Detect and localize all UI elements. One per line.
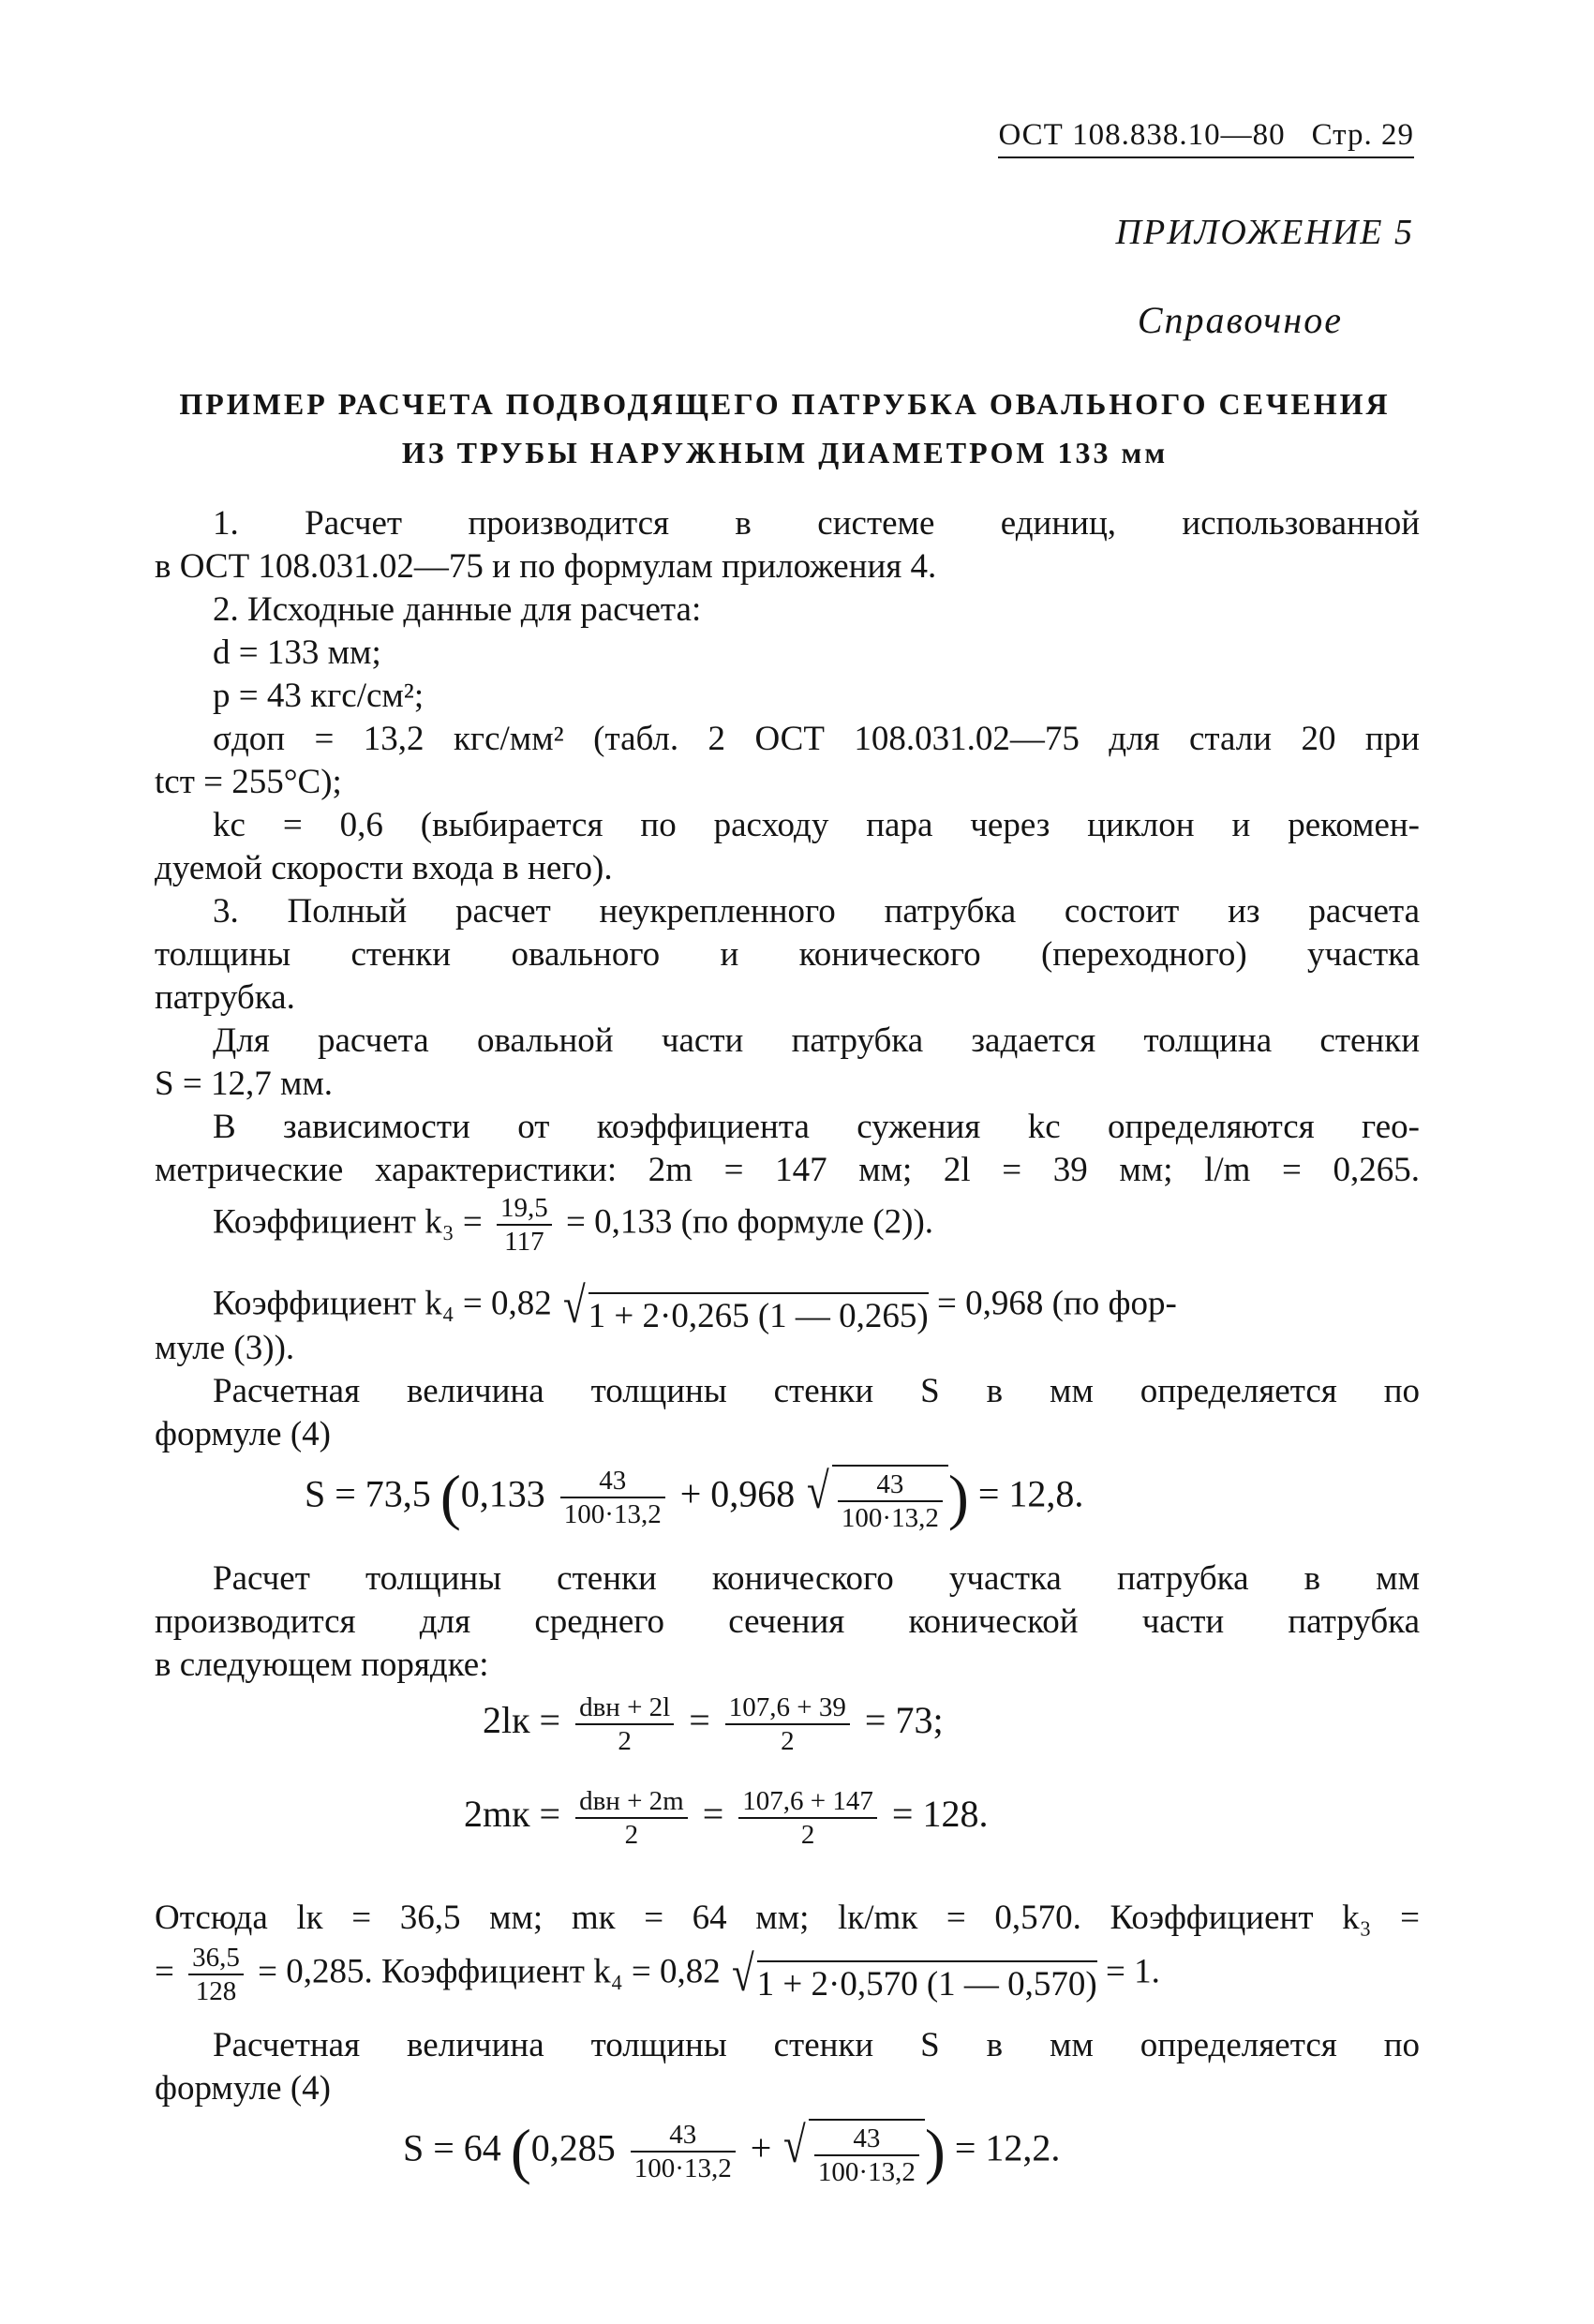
- p7-line-2: производится для среднего сечения конической части патрубка: [155, 1602, 1420, 1641]
- title-line-2: ИЗ ТРУБЫ НАРУЖНЫМ ДИАМЕТРОМ 133 мм: [401, 436, 1169, 469]
- formula1-rhs: = 12,8.: [977, 1472, 1084, 1515]
- formula4-num1: 43: [631, 2119, 736, 2153]
- formula4-coef: 0,285: [530, 2126, 616, 2169]
- p4-line-1: Для расчета овальной части патрубка задается толщина стенки: [213, 1021, 1420, 1060]
- formula4-lhs: S = 64: [403, 2126, 501, 2169]
- radical-sign-icon: √: [731, 1944, 754, 2002]
- formula4-plus: +: [750, 2126, 772, 2169]
- p8-k3-fraction: [188, 1942, 244, 2007]
- radical-sign-icon: √: [807, 1463, 829, 1519]
- k3-denominator: 117: [504, 1227, 544, 1257]
- title-line-1: ПРИМЕР РАСЧЕТА ПОДВОДЯЩЕГО ПАТРУБКА ОВАЛЬНОГО СЕЧЕНИЯ: [179, 387, 1391, 421]
- p2-p: p = 43 кгс/см²;: [213, 677, 425, 715]
- p7-line-1: Расчет толщины стенки конического участка патрубка в мм: [213, 1559, 1420, 1598]
- formula4-rhs: = 12,2.: [954, 2126, 1061, 2169]
- formula3-frac2: [738, 1785, 877, 1851]
- formula2-den2: 2: [781, 1726, 795, 1756]
- p8-line-2: = $\frac{36,5}{128}$ = 0,285. Коэффициент k₄ = 0,82 √1 + 2·0,570 (1 — 0,570) = 1.: [155, 1943, 1160, 2006]
- formula1-den1: 100·13,2: [563, 1499, 662, 1530]
- p3-line-1: 3. Полный расчет неукрепленного патрубка состоит из расчета: [213, 892, 1420, 931]
- formula-s-conical: [403, 2116, 1060, 2188]
- formula-lk: 2lк = $\frac{\text{dвн + 2l}}{2}$ = $\frac{107,6 + 39}{2}$ = 73;: [483, 1692, 944, 1756]
- radical-sign-icon: √: [562, 1277, 586, 1333]
- k3-formula: [213, 1192, 933, 1258]
- formula4-frac2: [814, 2123, 919, 2188]
- page-header: [998, 118, 1414, 158]
- formula2-num2: 107,6 + 39: [725, 1691, 850, 1725]
- section-title: [150, 380, 1420, 477]
- formula2-rhs: = 73;: [864, 1699, 944, 1742]
- k4-prefix: Коэффициент k₄ = 0,82: [213, 1284, 552, 1323]
- k3-prefix: Коэффициент k₃ =: [213, 1202, 483, 1242]
- p3-line-2: толщины стенки овального и конического (переходного) участка: [155, 935, 1420, 974]
- p8-line-1: Отсюда lк = 36,5 мм; mк = 64 мм; lк/mк = 0,570. Коэффициент k₃ =: [155, 1899, 1420, 1937]
- formula1-den2: 100·13,2: [841, 1502, 939, 1533]
- p8-radicand: 1 + 2·0,570 (1 — 0,570): [757, 1960, 1097, 2004]
- formula1-num1: 43: [560, 1465, 665, 1498]
- formula2-frac2: [725, 1691, 850, 1757]
- formula1-num2: 43: [838, 1468, 943, 1502]
- p8-k3-numerator: 36,5: [188, 1942, 244, 1975]
- close-paren: ): [947, 1463, 969, 1532]
- standard-number: ОСТ 108.838.10—80: [998, 118, 1286, 152]
- appendix-label: ПРИЛОЖЕНИЕ 5: [1115, 213, 1414, 252]
- p9-line-1: Расчетная величина толщины стенки S в мм определяется по: [213, 2026, 1420, 2064]
- formula1-coef: 0,133: [460, 1472, 545, 1515]
- formula1-sqrt: [804, 1462, 948, 1534]
- formula2-den1: 2: [618, 1726, 632, 1756]
- formula-mk: 2mк = $\frac{\text{dвн + 2m}}{2}$ = $\frac{107,6 + 147}{2}$ = 128.: [464, 1786, 989, 1850]
- formula4-sqrt: [781, 2116, 925, 2188]
- formula4-frac1: [631, 2119, 736, 2184]
- formula1-lhs: S = 73,5: [305, 1472, 431, 1515]
- k3-numerator: 19,5: [497, 1192, 552, 1226]
- formula2-num1: dвн + 2l: [575, 1691, 674, 1725]
- formula-s-oval: [305, 1462, 1083, 1534]
- formula2-frac1: [575, 1691, 674, 1757]
- p3-line-3: патрубка.: [155, 978, 295, 1017]
- formula3-rhs: = 128.: [891, 1793, 989, 1836]
- formula2-lhs: 2lк =: [483, 1699, 561, 1742]
- p2-d: d = 133 мм;: [213, 633, 381, 672]
- k4-radicand: 1 + 2·0,265 (1 — 0,265): [588, 1292, 929, 1336]
- formula3-num1: dвн + 2m: [575, 1785, 688, 1819]
- p7-line-3: в следующем порядке:: [155, 1646, 489, 1684]
- formula3-lhs: 2mк =: [464, 1793, 561, 1836]
- p2-heading: 2. Исходные данные для расчета:: [213, 590, 702, 629]
- p2-sigma: σдоп = 13,2 кгс/мм² (табл. 2 ОСТ 108.031.02—75 для стали 20 при: [213, 720, 1420, 758]
- formula1-plus: + 0,968: [679, 1472, 796, 1515]
- formula3-frac1: [575, 1785, 688, 1851]
- p6-line-1: Расчетная величина толщины стенки S в мм определяется по: [213, 1372, 1420, 1410]
- p1-line-1: 1. Расчет производится в системе единиц, использованной: [213, 504, 1420, 543]
- formula3-den1: 2: [624, 1820, 639, 1850]
- formula3-den2: 2: [800, 1820, 815, 1850]
- formula3-num2: 107,6 + 147: [738, 1785, 877, 1819]
- radical-sign-icon: √: [783, 2117, 806, 2173]
- open-paren: (: [510, 2117, 531, 2186]
- p2-tst: tст = 255°C);: [155, 763, 342, 801]
- p8-end: = 1.: [1105, 1952, 1160, 1991]
- p1-line-2: в ОСТ 108.031.02—75 и по формулам приложения 4.: [155, 547, 937, 586]
- formula1-frac2: [838, 1468, 943, 1534]
- k4-line-2: муле (3)).: [155, 1329, 295, 1367]
- p2-kc-line-1: kс = 0,6 (выбирается по расходу пара через циклон и рекомен-: [213, 806, 1420, 844]
- reference-label: Справочное: [1137, 299, 1343, 341]
- p5-line-2: метрические характеристики: 2m = 147 мм; 2l = 39 мм; l/m = 0,265.: [155, 1151, 1420, 1189]
- formula4-den2: 100·13,2: [817, 2156, 916, 2187]
- k3-suffix: = 0,133 (по формуле (2)).: [566, 1202, 934, 1242]
- formula4-num2: 43: [814, 2123, 919, 2156]
- p2-kc-line-2: дуемой скорости входа в него).: [155, 849, 613, 887]
- k4-suffix: = 0,968 (по фор-: [936, 1284, 1177, 1323]
- open-paren: (: [439, 1463, 461, 1532]
- formula4-den1: 100·13,2: [633, 2153, 732, 2184]
- p8-sqrt: [729, 1944, 1097, 2004]
- k3-fraction: [497, 1192, 552, 1258]
- p8-k3-denominator: 128: [195, 1976, 237, 2006]
- formula1-frac1: [560, 1465, 665, 1530]
- p4-line-2: S = 12,7 мм.: [155, 1065, 334, 1103]
- close-paren: ): [924, 2117, 946, 2186]
- page-number: Стр. 29: [1311, 118, 1414, 152]
- p8-middle: = 0,285. Коэффициент k₄ = 0,82: [258, 1952, 721, 1991]
- p5-line-1: В зависимости от коэффициента сужения kс определяются гео-: [213, 1108, 1420, 1146]
- p9-line-2: формуле (4): [155, 2069, 331, 2108]
- p6-line-2: формуле (4): [155, 1415, 331, 1453]
